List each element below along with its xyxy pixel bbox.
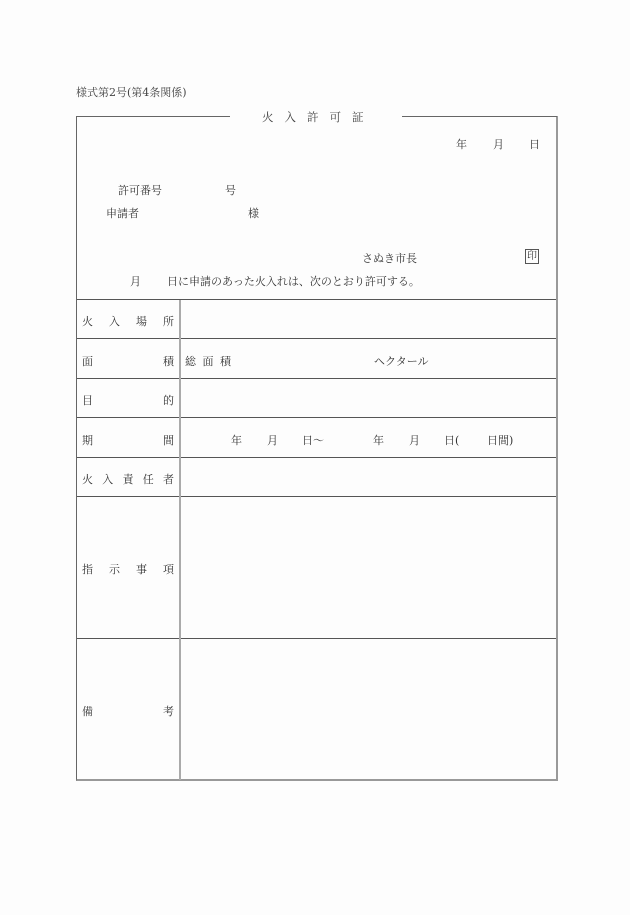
label-instructions: 指 示 事 項 xyxy=(82,563,174,576)
row-divider xyxy=(77,338,556,339)
label-fire-location: 火 入 場 所 xyxy=(82,315,174,328)
statement-text: 日に申請のあった火入れは、次のとおり許可する。 xyxy=(167,275,420,288)
row-divider xyxy=(77,496,556,497)
seal-mark: 印 xyxy=(527,251,537,262)
total-area-label: 総 面 積 xyxy=(185,355,231,368)
label-responsible-person: 火 入 責 任 者 xyxy=(82,473,174,486)
issuer-name: さぬき市長 xyxy=(362,252,417,265)
issue-year: 年 xyxy=(456,138,467,151)
frame-top-right-line xyxy=(402,116,557,117)
label-purpose: 目 的 xyxy=(82,394,174,407)
remarks-field[interactable] xyxy=(184,642,552,776)
row-divider xyxy=(77,417,556,418)
instructions-field[interactable] xyxy=(184,500,552,634)
label-period: 期 間 xyxy=(82,434,174,447)
applicant-label: 申請者 xyxy=(106,207,139,220)
row-divider xyxy=(77,457,556,458)
document-title: 火入許可証 xyxy=(262,110,375,124)
column-divider xyxy=(179,300,181,780)
label-remarks: 備 考 xyxy=(82,705,174,718)
issue-month: 月 xyxy=(493,138,504,151)
area-unit: ヘクタール xyxy=(374,355,429,368)
statement-month: 月 xyxy=(130,275,141,288)
applicant-suffix: 様 xyxy=(248,207,259,220)
purpose-field[interactable] xyxy=(184,382,552,412)
row-divider xyxy=(77,638,556,639)
row-divider xyxy=(77,299,556,300)
permit-number-label: 許可番号 xyxy=(118,184,162,197)
frame-top-left-line xyxy=(76,116,230,117)
label-area: 面 積 xyxy=(82,355,174,368)
responsible-person-field[interactable] xyxy=(184,461,552,491)
row-divider xyxy=(77,378,556,379)
fire-location-field[interactable] xyxy=(184,304,552,334)
permit-number-suffix: 号 xyxy=(225,184,236,197)
issue-day: 日 xyxy=(529,138,540,151)
form-reference: 様式第2号(第4条関係) xyxy=(76,86,187,99)
